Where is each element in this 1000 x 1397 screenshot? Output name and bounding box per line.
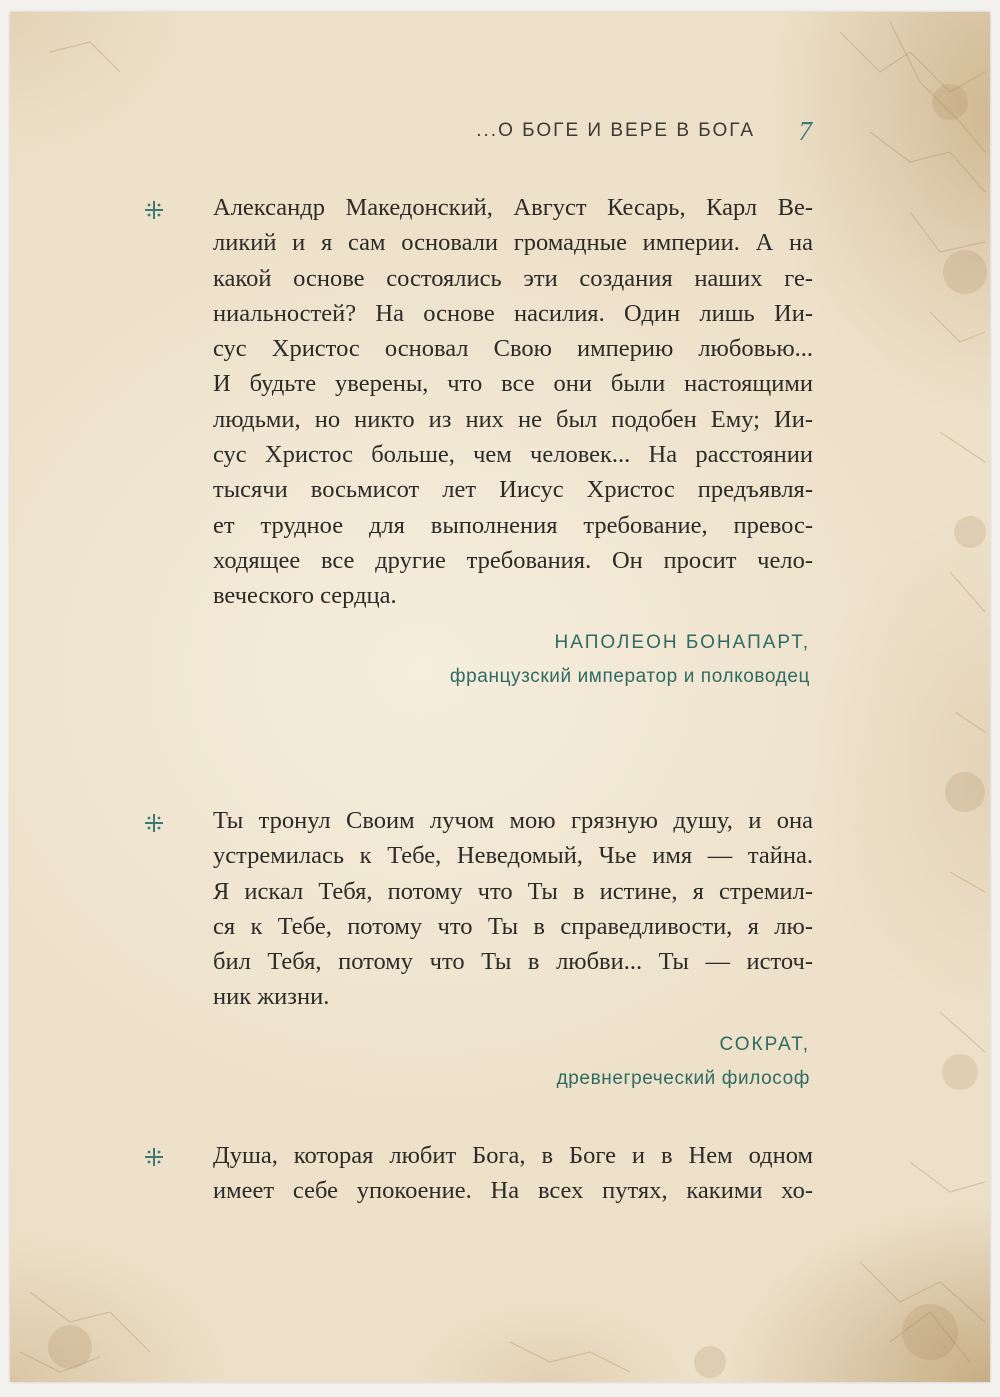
quote-line: ликий и я сам основали громадные империи. А на bbox=[213, 229, 813, 257]
quote-line: Душа, которая любит Бога, в Боге и в Нем одном bbox=[213, 1142, 813, 1169]
quote-line: людьми, но никто из них не был подобен Ему; Ии- bbox=[213, 405, 813, 433]
running-head bbox=[450, 116, 830, 150]
author-name: СОКРАТ, bbox=[719, 1034, 810, 1055]
quote-attribution bbox=[450, 626, 810, 694]
page-number: 7 bbox=[798, 116, 812, 146]
author-name: НАПОЛЕОН БОНАПАРТ, bbox=[554, 632, 810, 653]
cross-ornament-icon bbox=[143, 199, 165, 221]
quote-text bbox=[213, 190, 813, 614]
quote-line: ся к Тебе, потому что Ты в справедливости, я лю- bbox=[213, 912, 813, 940]
quote-line: И будьте уверены, что все они были настоящими bbox=[213, 370, 813, 398]
quote-line: ник жизни. bbox=[213, 983, 330, 1011]
author-description: французский император и полководец bbox=[449, 666, 810, 687]
quote-attribution bbox=[557, 1028, 810, 1096]
quote-line: сус Христос больше, чем человек... На расстоянии bbox=[213, 441, 813, 469]
quote-text bbox=[213, 803, 813, 1015]
quote-line: Я искал Тебя, потому что Ты в истине, я стремил- bbox=[213, 877, 813, 905]
quote-line: веческого сердца. bbox=[213, 582, 397, 610]
quote-line: ет трудное для выполнения требование, превос- bbox=[213, 511, 813, 539]
cross-ornament-icon bbox=[143, 812, 165, 834]
book-page bbox=[10, 12, 990, 1382]
quote-line: какой основе состоялись эти создания наших ге- bbox=[213, 264, 813, 292]
quote-text bbox=[213, 1138, 813, 1209]
author-description: древнегреческий философ bbox=[556, 1068, 810, 1089]
quote-line: устремилась к Тебе, Неведомый, Чье имя — тайна. bbox=[213, 842, 813, 870]
quote-line: тысячи восьмисот лет Иисус Христос предъявля- bbox=[213, 476, 813, 504]
quote-line: Александр Македонский, Август Кесарь, Карл Ве- bbox=[213, 194, 813, 221]
cross-ornament-icon bbox=[143, 1146, 165, 1168]
quote-line: Ты тронул Своим лучом мою грязную душу, и она bbox=[213, 807, 813, 834]
quote-line: ходящее все другие требования. Он просит чело- bbox=[213, 546, 813, 574]
quote-line: имеет себе упокоение. На всех путях, какими хо- bbox=[213, 1177, 813, 1205]
quote-line: ниальностей? На основе насилия. Один лишь Ии- bbox=[213, 299, 813, 327]
quote-line: сус Христос основал Свою империю любовью... bbox=[213, 335, 813, 363]
quote-line: бил Тебя, потому что Ты в любви... Ты — источ- bbox=[213, 948, 813, 976]
running-head-title: ...О БОГЕ И ВЕРЕ В БОГА bbox=[476, 120, 755, 141]
